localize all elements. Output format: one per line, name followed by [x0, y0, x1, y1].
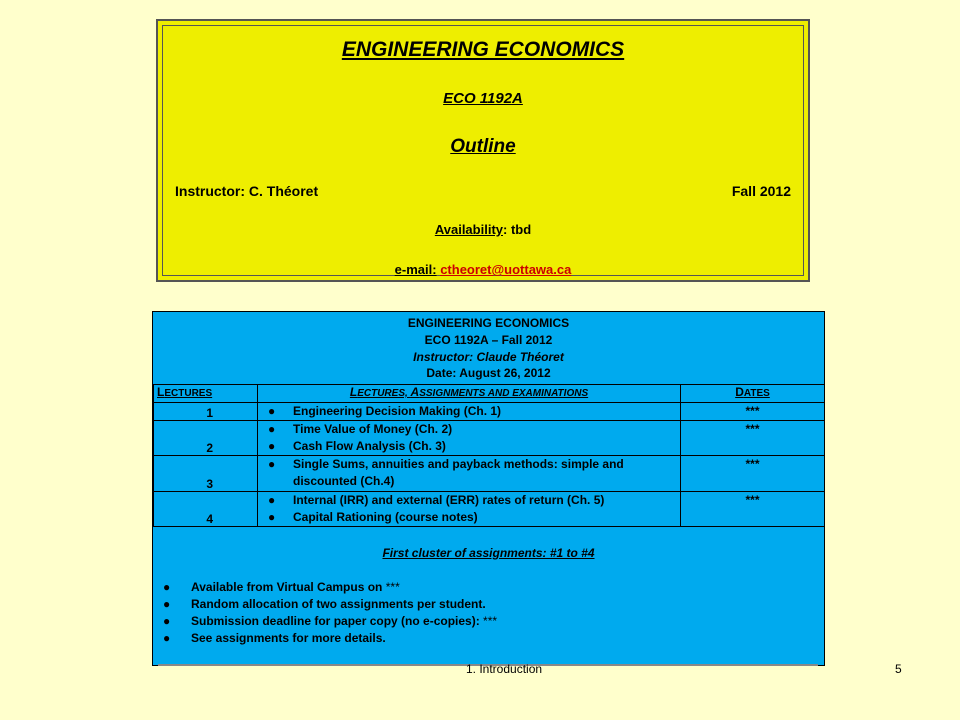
bullet-icon: ●	[268, 493, 276, 507]
lecture-content	[258, 492, 681, 527]
instructor-row	[175, 183, 791, 199]
course-title: ENGINEERING ECONOMICS	[341, 38, 625, 61]
lecture-content	[258, 456, 681, 492]
lecture-content	[258, 403, 681, 421]
list-item: ● Submission deadline for paper copy (no e-copies): ***	[163, 614, 498, 628]
lecture-number: 4	[154, 492, 258, 527]
lecture-number: 2	[154, 421, 258, 456]
column-header-dates: DATES	[681, 385, 825, 403]
email-line	[163, 262, 803, 277]
bullet-icon: ●	[268, 439, 276, 453]
schedule-date: Date: August 26, 2012	[426, 366, 551, 380]
list-item: ● Random allocation of two assignments per student.	[163, 597, 486, 611]
table-row	[154, 403, 825, 421]
bullet-icon: ●	[268, 510, 276, 524]
title-box-inner	[162, 25, 804, 276]
table-row	[154, 421, 825, 456]
list-item: ● Single Sums, annuities and payback methods: simple and discounted (Ch.4)	[268, 457, 624, 488]
list-item: ● Internal (IRR) and external (ERR) rates of return (Ch. 5)	[268, 493, 605, 507]
schedule-title: ENGINEERING ECONOMICS	[407, 316, 570, 330]
course-code: ECO 1192A	[443, 90, 523, 107]
list-item: ● Available from Virtual Campus on ***	[163, 580, 400, 594]
lecture-number: 3	[154, 456, 258, 492]
table-row	[154, 492, 825, 527]
lecture-number: 1	[154, 403, 258, 421]
schedule-instructor: Instructor: Claude Théoret	[413, 350, 564, 364]
availability-label: Availability	[434, 222, 503, 237]
bullet-icon: ●	[268, 404, 276, 418]
list-item: ● Capital Rationing (course notes)	[268, 510, 478, 524]
outline-heading: Outline	[450, 136, 516, 157]
cluster-title: First cluster of assignments: #1 to #4	[382, 546, 595, 560]
bullet-icon: ●	[163, 580, 171, 594]
column-header-lectures: LECTURES	[154, 385, 258, 403]
table-row	[154, 456, 825, 492]
list-item: ● Cash Flow Analysis (Ch. 3)	[268, 439, 446, 453]
bullet-icon: ●	[163, 631, 171, 645]
schedule-course: ECO 1192A – Fall 2012	[424, 333, 553, 347]
availability-value: : tbd	[503, 222, 532, 237]
bullet-icon: ●	[163, 614, 171, 628]
term: Fall 2012	[731, 183, 791, 199]
assignment-cluster	[153, 527, 824, 665]
column-header-content: LECTURES, ASSIGNMENTS AND EXAMINATIONS	[258, 385, 681, 403]
bullet-icon: ●	[268, 422, 276, 436]
instructor-name: Instructor: C. Théoret	[175, 183, 319, 199]
lecture-date: ***	[681, 456, 825, 492]
lecture-date: ***	[681, 403, 825, 421]
email-label: e-mail:	[394, 262, 437, 277]
availability	[163, 222, 803, 237]
title-box	[156, 19, 810, 282]
bullet-icon: ●	[163, 597, 171, 611]
lecture-content	[258, 421, 681, 456]
email-link[interactable]: ctheoret@uottawa.ca	[440, 262, 572, 277]
list-item: ● See assignments for more details.	[163, 631, 386, 645]
cluster-list	[163, 579, 497, 647]
lecture-date: ***	[681, 421, 825, 456]
list-item: ● Engineering Decision Making (Ch. 1)	[268, 404, 502, 418]
schedule-grid	[153, 384, 825, 527]
page-number: 5	[895, 662, 902, 676]
list-item: ● Time Value of Money (Ch. 2)	[268, 422, 453, 436]
lecture-date: ***	[681, 492, 825, 527]
schedule-table	[152, 311, 825, 666]
bullet-icon: ●	[268, 457, 276, 471]
footer-section: 1. Introduction	[466, 662, 543, 676]
